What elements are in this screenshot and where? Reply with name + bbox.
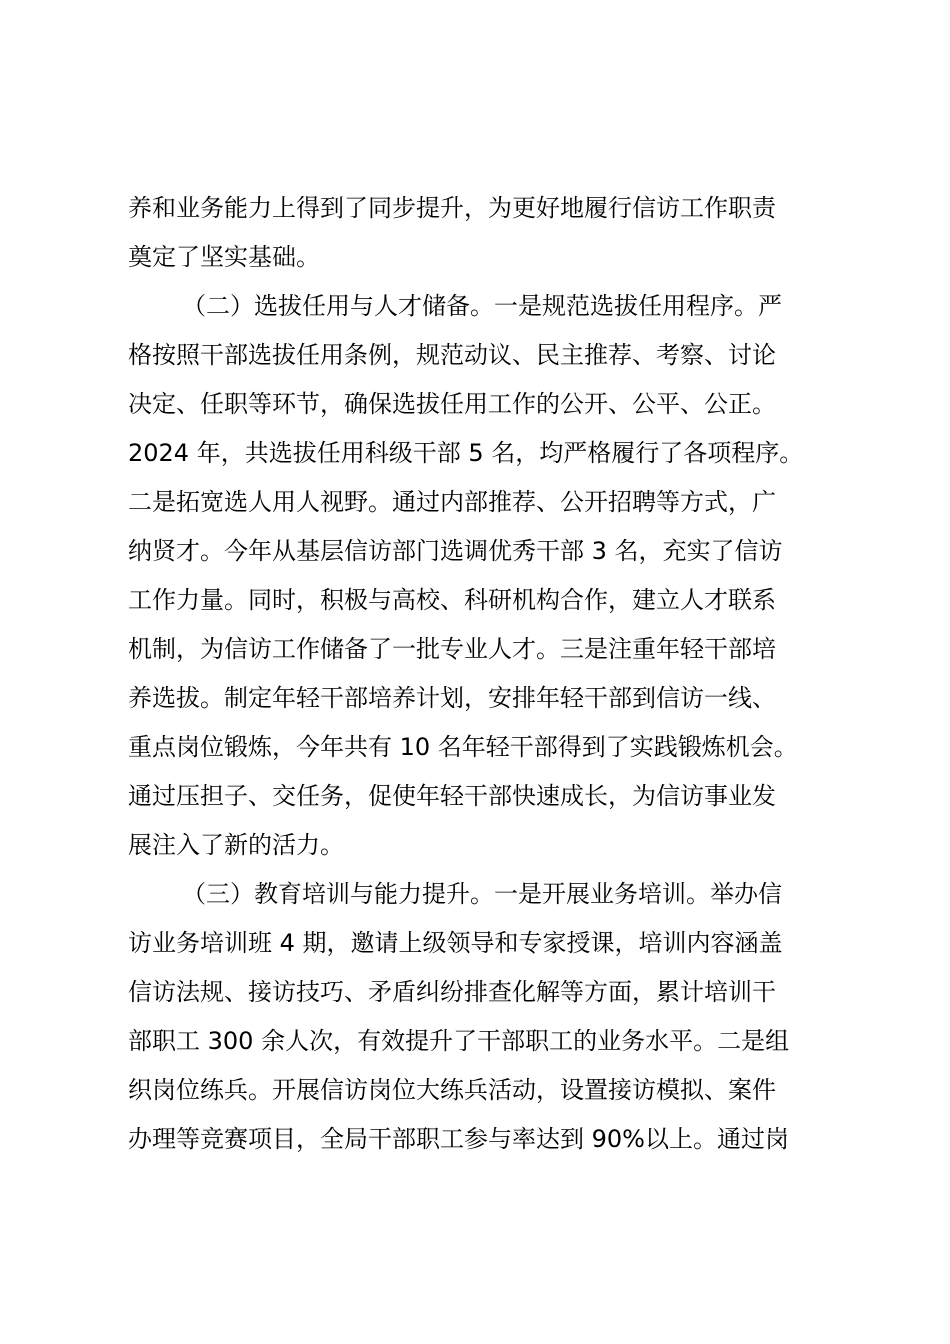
text-line: 工作力量。同时，积极与高校、科研机构合作，建立人才联系 (128, 586, 776, 614)
text-line: 2024 年，共选拔任用科级干部 5 名，均严格履行了各项程序。 (128, 439, 804, 467)
text-line: 织岗位练兵。开展信访岗位大练兵活动，设置接访模拟、案件 (128, 1076, 776, 1104)
text-line: 办理等竞赛项目，全局干部职工参与率达到 90%以上。通过岗 (128, 1125, 789, 1153)
text-line: 信访法规、接访技巧、矛盾纠纷排查化解等方面，累计培训干 (128, 978, 776, 1006)
text-line: 养和业务能力上得到了同步提升，为更好地履行信访工作职责 (128, 194, 776, 222)
document-body (128, 184, 838, 1164)
text-line: 格按照干部选拔任用条例，规范动议、民主推荐、考察、讨论 (128, 341, 776, 369)
text-line: 决定、任职等环节，确保选拔任用工作的公开、公平、公正。 (128, 390, 776, 418)
section-heading-line: （三）教育培训与能力提升。一是开展业务培训。举办信 (182, 880, 782, 908)
text-line: 通过压担子、交任务，促使年轻干部快速成长，为信访事业发 (128, 782, 776, 810)
section-heading-line: （二）选拔任用与人才储备。一是规范选拔任用程序。严 (182, 292, 782, 320)
text-line: 养选拔。制定年轻干部培养计划，安排年轻干部到信访一线、 (128, 684, 776, 712)
text-line: 纳贤才。今年从基层信访部门选调优秀干部 3 名，充实了信访 (128, 537, 783, 565)
text-line: 重点岗位锻炼，今年共有 10 名年轻干部得到了实践锻炼机会。 (128, 733, 798, 761)
text-line: 二是拓宽选人用人视野。通过内部推荐、公开招聘等方式，广 (128, 488, 776, 516)
text-line: 访业务培训班 4 期，邀请上级领导和专家授课，培训内容涵盖 (128, 929, 783, 957)
text-line: 展注入了新的活力。 (128, 831, 344, 859)
text-line: 部职工 300 余人次，有效提升了干部职工的业务水平。二是组 (128, 1027, 790, 1055)
text-line: 奠定了坚实基础。 (128, 243, 320, 271)
text-line: 机制，为信访工作储备了一批专业人才。三是注重年轻干部培 (128, 635, 776, 663)
